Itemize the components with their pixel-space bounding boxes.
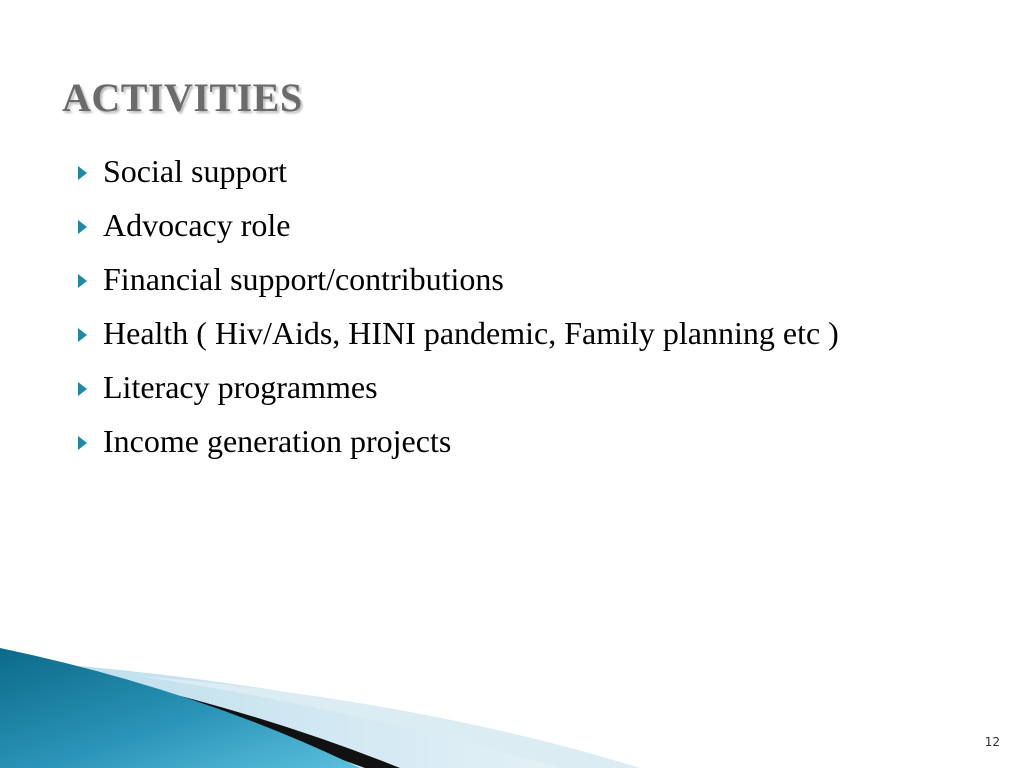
bullet-text: Health ( Hiv/Aids, HINI pandemic, Family planning etc ) [103,315,839,351]
bullet-text: Literacy programmes [103,369,378,405]
bullet-text: Income generation projects [103,423,452,459]
slide-title: ACTIVITIES [62,75,303,120]
bullet-text: Financial support/contributions [103,261,504,297]
bullet-text: Social support [103,153,287,189]
bullet-text: Advocacy role [103,207,291,243]
slide-number: 12 [984,735,1000,749]
